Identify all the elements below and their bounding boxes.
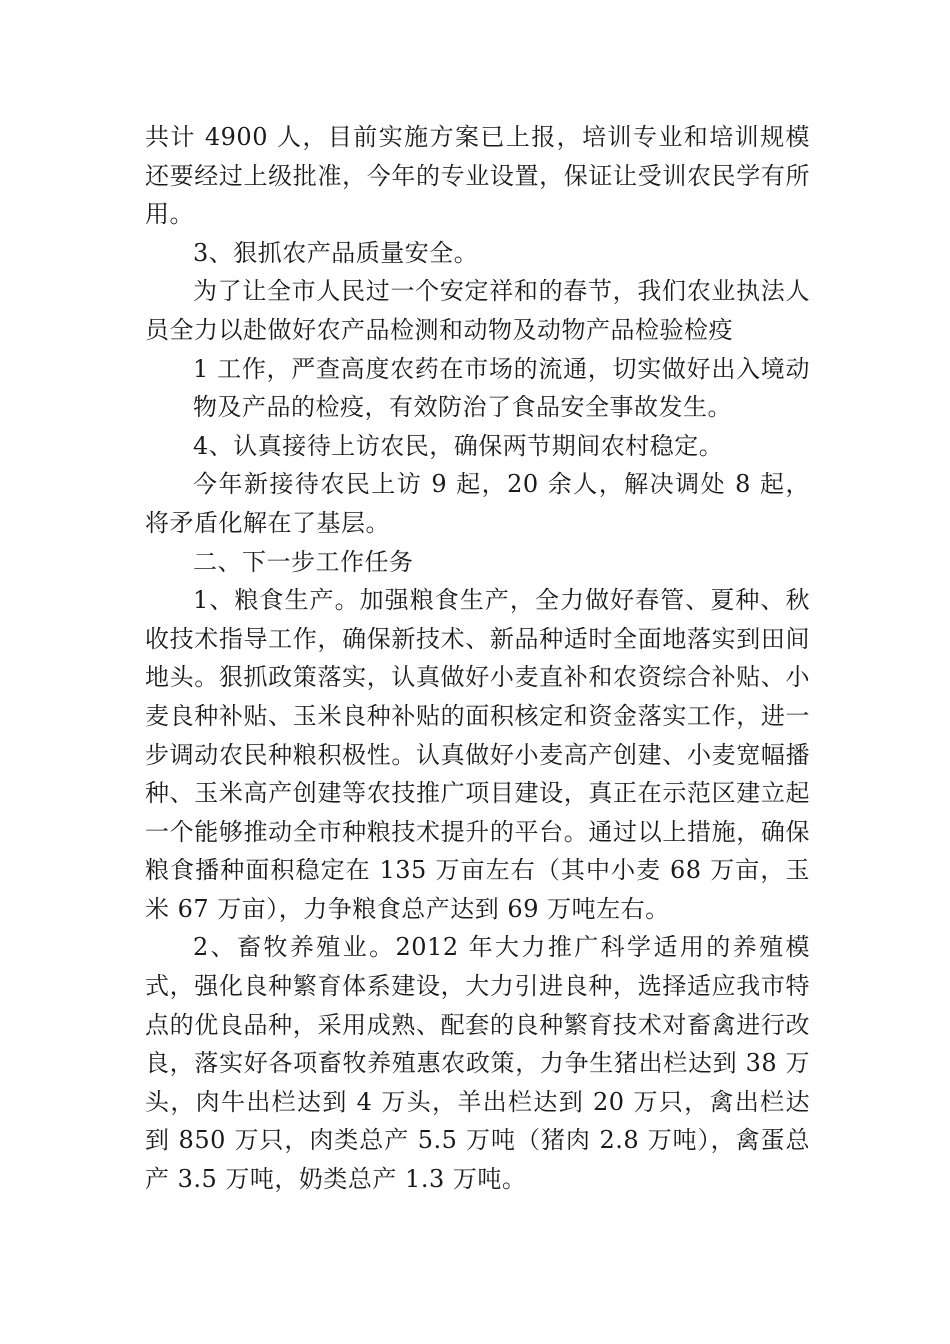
paragraph-quality-safety: 为了让全市人民过一个安定祥和的春节，我们农业执法人员全力以赴做好农产品检测和动物及动物产品检验检疫 [145,277,810,344]
paragraph-livestock: 2、畜牧养殖业。2012 年大力推广科学适用的养殖模式，强化良种繁育体系建设，大力引进良种，选择适应我市特点的优良品种，采用成熟、配套的良种繁育技术对畜禽进行改良，落实好各项畜牧养殖惠农政策，力争生猪出栏达到 38 万头，肉牛出栏达到 4 万头，羊出栏达到 20 万只，禽出栏达到 850 万只，肉类总产 5.5 万吨（猪肉 2.8 万吨），禽蛋总产 3.5 万吨，奶类总产 1.3 万吨。 [145,933,810,1194]
paragraph-inspection: 1 工作，严查高度农药在市场的流通，切实做好出入境动物及产品的检疫，有效防治了食品安全事故发生。 [193,354,810,422]
paragraph-petitions: 今年新接待农民上访 9 起，20 余人，解决调处 8 起，将矛盾化解在了基层。 [145,470,810,537]
heading-quality-safety: 3、狠抓农产品质量安全。 [193,238,479,267]
paragraph-grain-production: 1、粮食生产。加强粮食生产，全力做好春管、夏种、秋收技术指导工作，确保新技术、新品种适时全面地落实到田间地头。狠抓政策落实，认真做好小麦直补和农资综合补贴、小麦良种补贴、玉米良种补贴的面积核定和资金落实工作，进一步调动农民种粮积极性。认真做好小麦高产创建、小麦宽幅播种、玉米高产创建等农技推广项目建设，真正在示范区建立起一个能够推动全市种粮技术提升的平台。通过以上措施，确保粮食播种面积稳定在 135 万亩左右（其中小麦 68 万亩，玉米 67 万亩），力争粮食总产达到 69 万吨左右。 [145,586,810,923]
heading-petitions: 4、认真接待上访农民，确保两节期间农村稳定。 [193,431,724,460]
document-body [145,118,810,1199]
paragraph-continuation: 共计 4900 人，目前实施方案已上报，培训专业和培训规模还要经过上级批准，今年的专业设置，保证让受训农民学有所用。 [145,123,810,229]
section-heading-next-tasks: 二、下一步工作任务 [193,547,414,576]
